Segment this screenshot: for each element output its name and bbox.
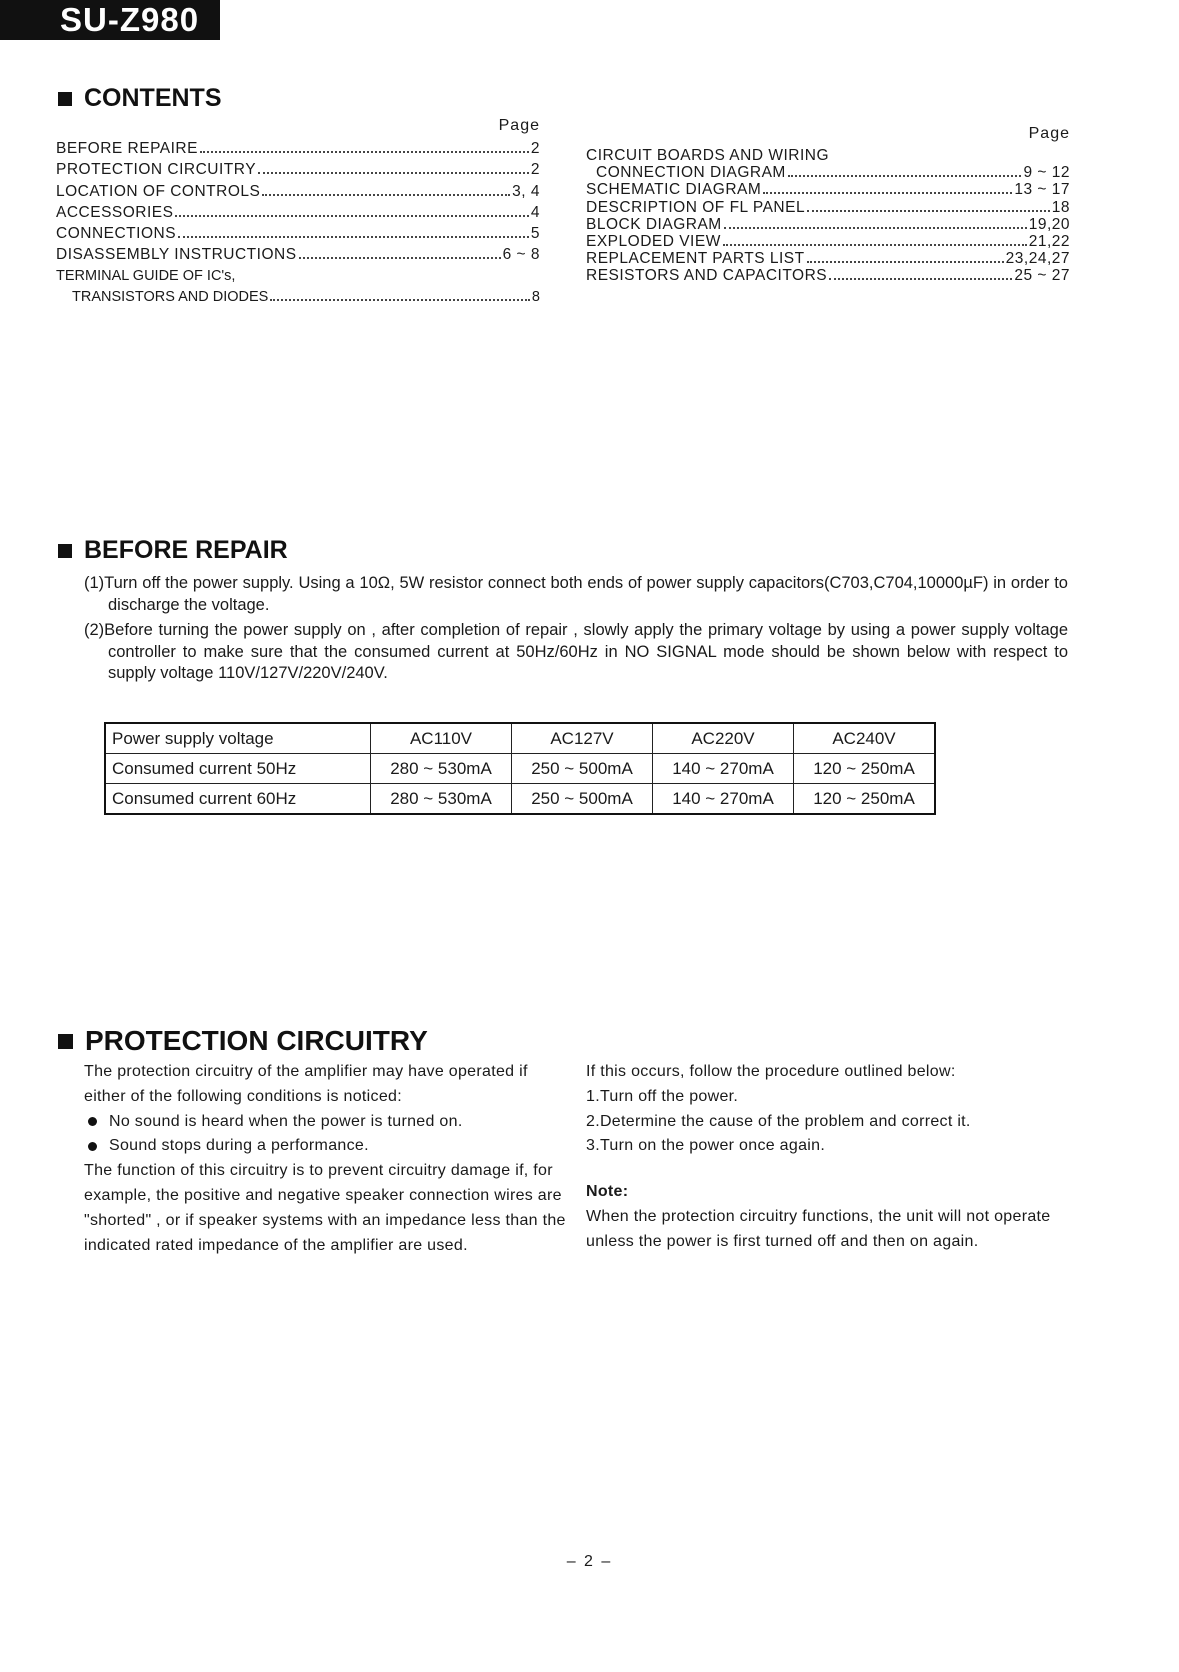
toc-entry bbox=[56, 138, 540, 159]
toc-entry-page: 3, 4 bbox=[512, 182, 540, 200]
power-supply-table bbox=[104, 722, 936, 815]
toc-entry-page: 19,20 bbox=[1028, 215, 1070, 233]
toc-entry bbox=[586, 199, 1070, 216]
toc-entry-title: DESCRIPTION OF FL PANEL bbox=[586, 198, 806, 216]
list-item bbox=[84, 1110, 574, 1135]
toc-leader-dots bbox=[262, 193, 510, 196]
repair-step-2: (2)Before turning the power supply on , after completion of repair , slowly apply the primary voltage by using a power supply voltage controller to make sure that the consumed current at 50Hz/60Hz in NO SIGNAL mode should be shown below with respect to supply voltage 110V/127V/220V/240V. bbox=[84, 621, 1068, 682]
protection-intro: The protection circuitry of the amplifier may have operated if either of the following conditions is noticed: bbox=[84, 1063, 528, 1105]
toc-entry-page: 9 ~ 12 bbox=[1023, 164, 1070, 182]
toc-entry bbox=[586, 233, 1070, 250]
table-row bbox=[105, 754, 935, 784]
table-cell: 140 ~ 270mA bbox=[653, 784, 794, 815]
page-number: – 2 – bbox=[566, 1553, 613, 1570]
toc-leader-dots bbox=[299, 256, 501, 259]
toc-entry-title: DISASSEMBLY INSTRUCTIONS bbox=[56, 246, 297, 264]
before-repair-heading bbox=[58, 536, 288, 565]
list-item bbox=[84, 1134, 574, 1159]
toc-entry-page: 2 bbox=[530, 161, 540, 179]
table-cell: Consumed current 60Hz bbox=[105, 784, 371, 815]
toc-entry bbox=[56, 223, 540, 244]
table-cell: Consumed current 50Hz bbox=[105, 754, 371, 784]
toc-entry bbox=[56, 181, 540, 202]
protection-heading bbox=[58, 1025, 428, 1057]
toc-page-label: Page bbox=[1028, 125, 1070, 142]
bullet-text: No sound is heard when the power is turned on. bbox=[109, 1112, 463, 1130]
toc-entry-title: ACCESSORIES bbox=[56, 203, 174, 221]
toc-entry-multiline-title bbox=[56, 266, 540, 287]
toc-leader-dots bbox=[763, 191, 1012, 194]
table-cell: 250 ~ 500mA bbox=[512, 754, 653, 784]
toc-entry bbox=[56, 287, 540, 308]
note-text: When the protection circuitry functions, the unit will not operate unless the power is first turned off and then on again. bbox=[586, 1207, 1051, 1250]
table-cell: AC127V bbox=[512, 723, 653, 754]
protection-heading-text: PROTECTION CIRCUITRY bbox=[85, 1025, 428, 1056]
repair-step-1: (1)Turn off the power supply. Using a 10Ω, 5W resistor connect both ends of power supply capacitors(C703,C704,10000µF) in order to discharge the voltage. bbox=[84, 574, 1068, 614]
contents-heading-text: CONTENTS bbox=[84, 84, 222, 112]
table-cell: 120 ~ 250mA bbox=[794, 784, 936, 815]
toc-leader-dots bbox=[200, 150, 529, 153]
toc-page-label: Page bbox=[498, 117, 540, 134]
toc-entry bbox=[586, 216, 1070, 233]
toc-entry-title: SCHEMATIC DIAGRAM bbox=[586, 181, 762, 199]
toc-entry-page: 13 ~ 17 bbox=[1014, 181, 1070, 199]
toc-right-column bbox=[586, 120, 1070, 285]
table-cell: 140 ~ 270mA bbox=[653, 754, 794, 784]
toc-left-column bbox=[56, 114, 540, 308]
toc-entry-title: CIRCUIT BOARDS AND WIRING bbox=[586, 147, 830, 164]
table-row bbox=[105, 784, 935, 815]
table-header-row bbox=[105, 723, 935, 754]
protection-left-column bbox=[84, 1060, 574, 1258]
table-cell: 250 ~ 500mA bbox=[512, 784, 653, 815]
toc-entry-title: BLOCK DIAGRAM bbox=[586, 215, 722, 233]
procedure-step: 1.Turn off the power. bbox=[586, 1087, 739, 1105]
table-cell: 120 ~ 250mA bbox=[794, 754, 936, 784]
bullet-text: Sound stops during a performance. bbox=[109, 1137, 369, 1155]
toc-entry-title: LOCATION OF CONTROLS bbox=[56, 182, 261, 200]
bullet-dot-icon bbox=[88, 1142, 97, 1151]
square-bullet-icon bbox=[58, 544, 72, 558]
toc-entry-page: 2 bbox=[530, 140, 540, 157]
toc-leader-dots bbox=[270, 298, 530, 301]
before-repair-instructions bbox=[84, 573, 1068, 689]
protection-right-column bbox=[586, 1060, 1076, 1255]
toc-entry bbox=[586, 267, 1070, 284]
toc-entry bbox=[56, 159, 540, 180]
toc-entry-title: TERMINAL GUIDE OF IC's, bbox=[56, 267, 236, 284]
toc-entry-page: 18 bbox=[1051, 198, 1070, 216]
square-bullet-icon bbox=[58, 92, 72, 106]
toc-leader-dots bbox=[829, 277, 1012, 280]
toc-leader-dots bbox=[175, 214, 528, 217]
toc-leader-dots bbox=[788, 174, 1022, 177]
square-bullet-icon bbox=[58, 1034, 73, 1049]
table-cell: AC110V bbox=[371, 723, 512, 754]
toc-entry-title: CONNECTIONS bbox=[56, 225, 177, 243]
toc-entry-title: TRANSISTORS AND DIODES bbox=[72, 289, 269, 306]
toc-leader-dots bbox=[258, 171, 529, 174]
before-repair-heading-text: BEFORE REPAIR bbox=[84, 536, 288, 564]
model-number: SU-Z980 bbox=[60, 1, 200, 38]
toc-entry bbox=[586, 181, 1070, 198]
toc-leader-dots bbox=[807, 209, 1050, 212]
toc-entry-page: 8 bbox=[531, 289, 540, 306]
toc-entry-page: 4 bbox=[530, 203, 540, 221]
procedure-intro: If this occurs, follow the procedure outlined below: bbox=[586, 1063, 956, 1080]
toc-entry-page: 25 ~ 27 bbox=[1014, 267, 1070, 285]
note-label: Note: bbox=[586, 1183, 629, 1201]
table-cell: AC240V bbox=[794, 723, 936, 754]
toc-entry-page: 5 bbox=[530, 225, 540, 243]
toc-entry-title: BEFORE REPAIRE bbox=[56, 140, 198, 157]
toc-entry-multiline-title bbox=[586, 147, 1070, 164]
procedure-step: 2.Determine the cause of the problem and correct it. bbox=[586, 1112, 971, 1130]
toc-entry-page: 23,24,27 bbox=[1005, 250, 1070, 268]
toc-leader-dots bbox=[724, 226, 1027, 229]
toc-leader-dots bbox=[178, 235, 529, 238]
toc-entry-title: REPLACEMENT PARTS LIST bbox=[586, 250, 805, 268]
model-badge bbox=[0, 0, 220, 40]
contents-heading bbox=[58, 84, 222, 113]
table-cell: AC220V bbox=[653, 723, 794, 754]
toc-entry bbox=[586, 250, 1070, 267]
toc-leader-dots bbox=[807, 260, 1004, 263]
table-cell: 280 ~ 530mA bbox=[371, 754, 512, 784]
procedure-step: 3.Turn on the power once again. bbox=[586, 1137, 826, 1155]
toc-entry-title: PROTECTION CIRCUITRY bbox=[56, 161, 257, 179]
protection-function-text: The function of this circuitry is to prevent circuitry damage if, for example, the positive and negative speaker connection wires are "shorted" , or if speaker systems with an impedance less than the indicated rated impedance of the amplifier are used. bbox=[84, 1162, 566, 1254]
toc-leader-dots bbox=[723, 243, 1027, 246]
table-cell: Power supply voltage bbox=[105, 723, 371, 754]
toc-entry bbox=[56, 244, 540, 265]
bullet-dot-icon bbox=[88, 1117, 97, 1126]
toc-entry bbox=[56, 202, 540, 223]
toc-entry-title: CONNECTION DIAGRAM bbox=[596, 164, 786, 182]
toc-entry-title: RESISTORS AND CAPACITORS bbox=[586, 267, 828, 285]
toc-entry-page: 6 ~ 8 bbox=[502, 246, 540, 264]
table-cell: 280 ~ 530mA bbox=[371, 784, 512, 815]
toc-entry bbox=[586, 164, 1070, 181]
toc-entry-title: EXPLODED VIEW bbox=[586, 232, 721, 250]
toc-entry-page: 21,22 bbox=[1028, 232, 1070, 250]
